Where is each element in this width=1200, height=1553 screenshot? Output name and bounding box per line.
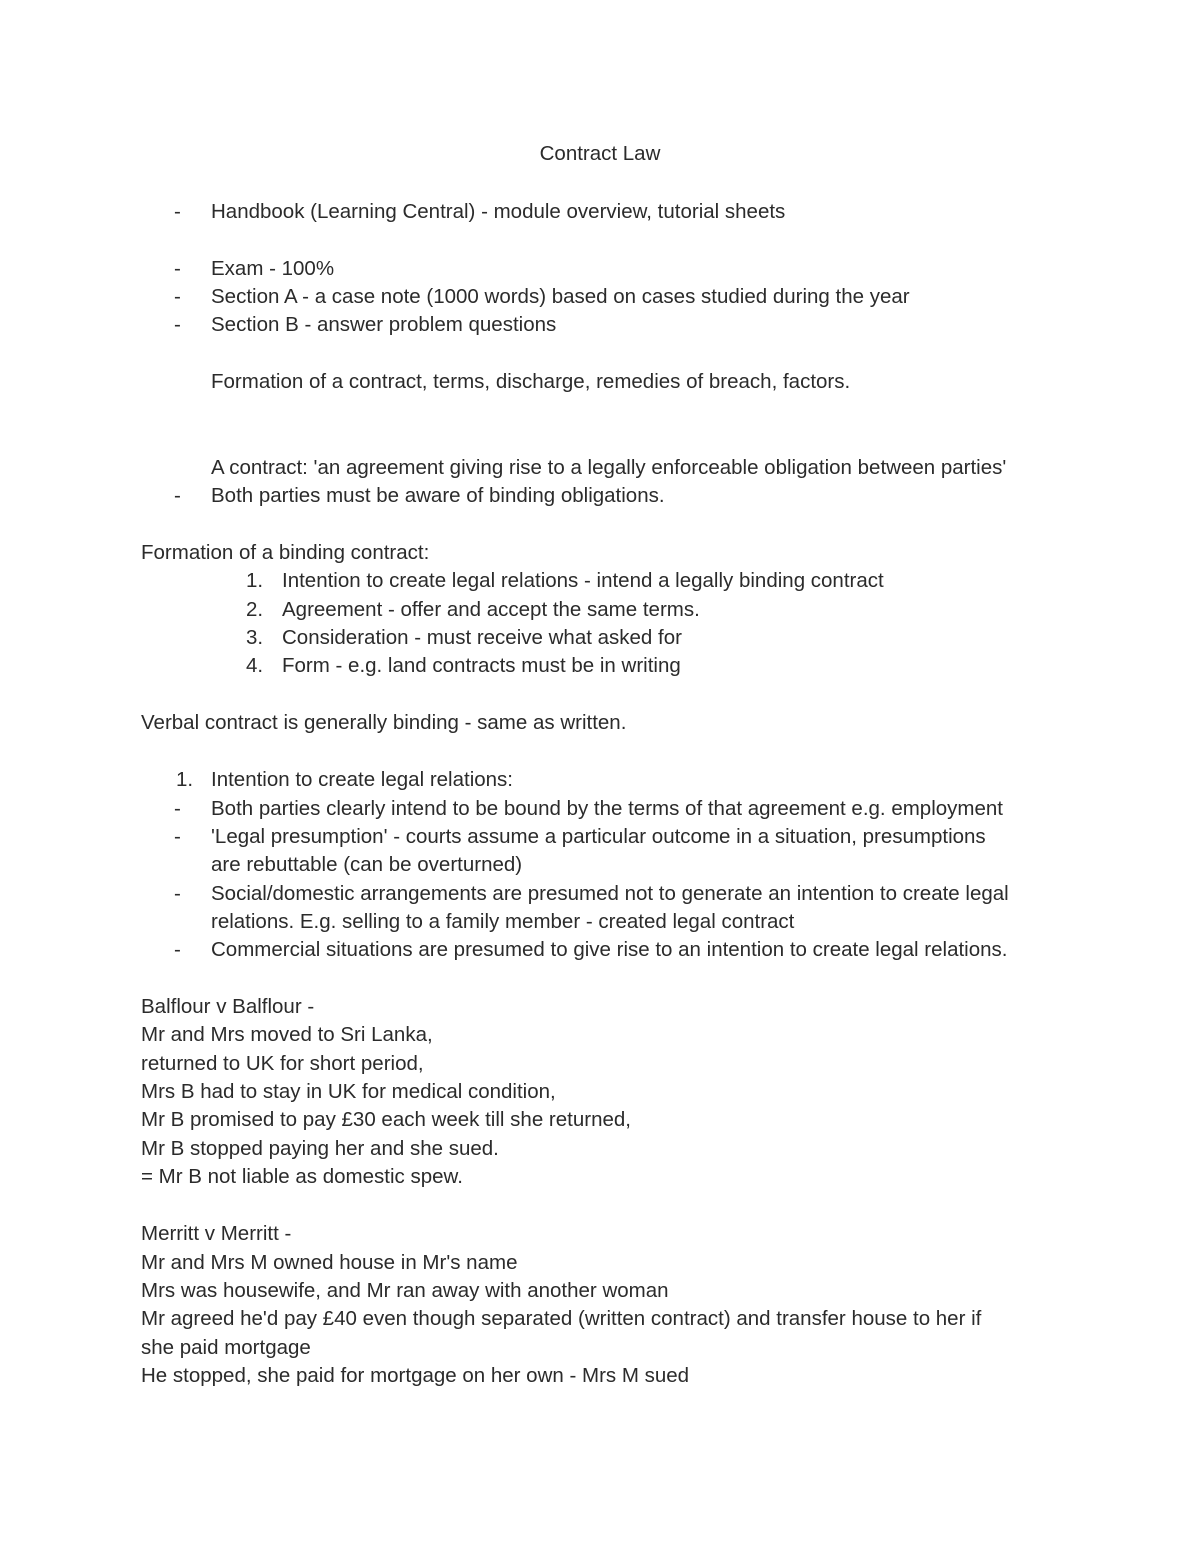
list-number: 1. (176, 768, 194, 791)
case-line: returned to UK for short period, (141, 1052, 424, 1075)
verbal-contract-text: Verbal contract is generally binding - same as written. (141, 711, 627, 734)
bullet-dash: - (174, 257, 181, 280)
bullet-dash: - (174, 200, 181, 223)
case-line: Mrs was housewife, and Mr ran away with another woman (141, 1279, 669, 1302)
bullet-section-b: Section B - answer problem questions (211, 313, 557, 336)
bullet-dash: - (174, 797, 181, 820)
list-number: 3. (246, 626, 264, 649)
list-number: 2. (246, 598, 264, 621)
bullet-dash: - (174, 285, 181, 308)
case-heading-balfour: Balflour v Balflour - (141, 995, 315, 1018)
intention-point-line: Social/domestic arrangements are presumed not to generate an intention to create legal (211, 882, 1009, 905)
document-title: Contract Law (539, 142, 661, 165)
case-line: = Mr B not liable as domestic spew. (141, 1165, 463, 1188)
bullet-both-parties-aware: Both parties must be aware of binding obligations. (211, 484, 665, 507)
case-line: Mr B promised to pay £30 each week till she returned, (141, 1108, 631, 1131)
case-line: Mr B stopped paying her and she sued. (141, 1137, 499, 1160)
case-heading-merritt: Merritt v Merritt - (141, 1222, 292, 1245)
bullet-dash: - (174, 484, 181, 507)
contract-definition: A contract: 'an agreement giving rise to a legally enforceable obligation between parties' (211, 456, 1007, 479)
list-item-agreement: Agreement - offer and accept the same terms. (282, 598, 700, 621)
list-item-consideration: Consideration - must receive what asked for (282, 626, 682, 649)
intention-point-line: Commercial situations are presumed to give rise to an intention to create legal relations. (211, 938, 1008, 961)
intention-point-line: relations. E.g. selling to a family member - created legal contract (211, 910, 795, 933)
bullet-section-a: Section A - a case note (1000 words) based on cases studied during the year (211, 285, 910, 308)
formation-topics-text: Formation of a contract, terms, discharge, remedies of breach, factors. (211, 370, 851, 393)
case-line: she paid mortgage (141, 1336, 311, 1359)
bullet-dash: - (174, 938, 181, 961)
bullet-dash: - (174, 313, 181, 336)
case-line: Mr agreed he'd pay £40 even though separated (written contract) and transfer house to her if (141, 1307, 982, 1330)
bullet-dash: - (174, 825, 181, 848)
case-line: Mrs B had to stay in UK for medical condition, (141, 1080, 556, 1103)
list-number: 4. (246, 654, 264, 677)
bullet-dash: - (174, 882, 181, 905)
case-line: Mr and Mrs M owned house in Mr's name (141, 1251, 518, 1274)
case-line: Mr and Mrs moved to Sri Lanka, (141, 1023, 433, 1046)
intention-heading: Intention to create legal relations: (211, 768, 513, 791)
intention-point-line: 'Legal presumption' - courts assume a particular outcome in a situation, presumptions (211, 825, 986, 848)
list-number: 1. (246, 569, 264, 592)
bullet-handbook: Handbook (Learning Central) - module overview, tutorial sheets (211, 200, 786, 223)
intention-point-line: Both parties clearly intend to be bound by the terms of that agreement e.g. employment (211, 797, 1003, 820)
list-item-form: Form - e.g. land contracts must be in writing (282, 654, 681, 677)
list-item-intention: Intention to create legal relations - intend a legally binding contract (282, 569, 884, 592)
bullet-exam: Exam - 100% (211, 257, 335, 280)
formation-heading: Formation of a binding contract: (141, 541, 430, 564)
case-line: He stopped, she paid for mortgage on her own - Mrs M sued (141, 1364, 690, 1387)
intention-point-line: are rebuttable (can be overturned) (211, 853, 523, 876)
